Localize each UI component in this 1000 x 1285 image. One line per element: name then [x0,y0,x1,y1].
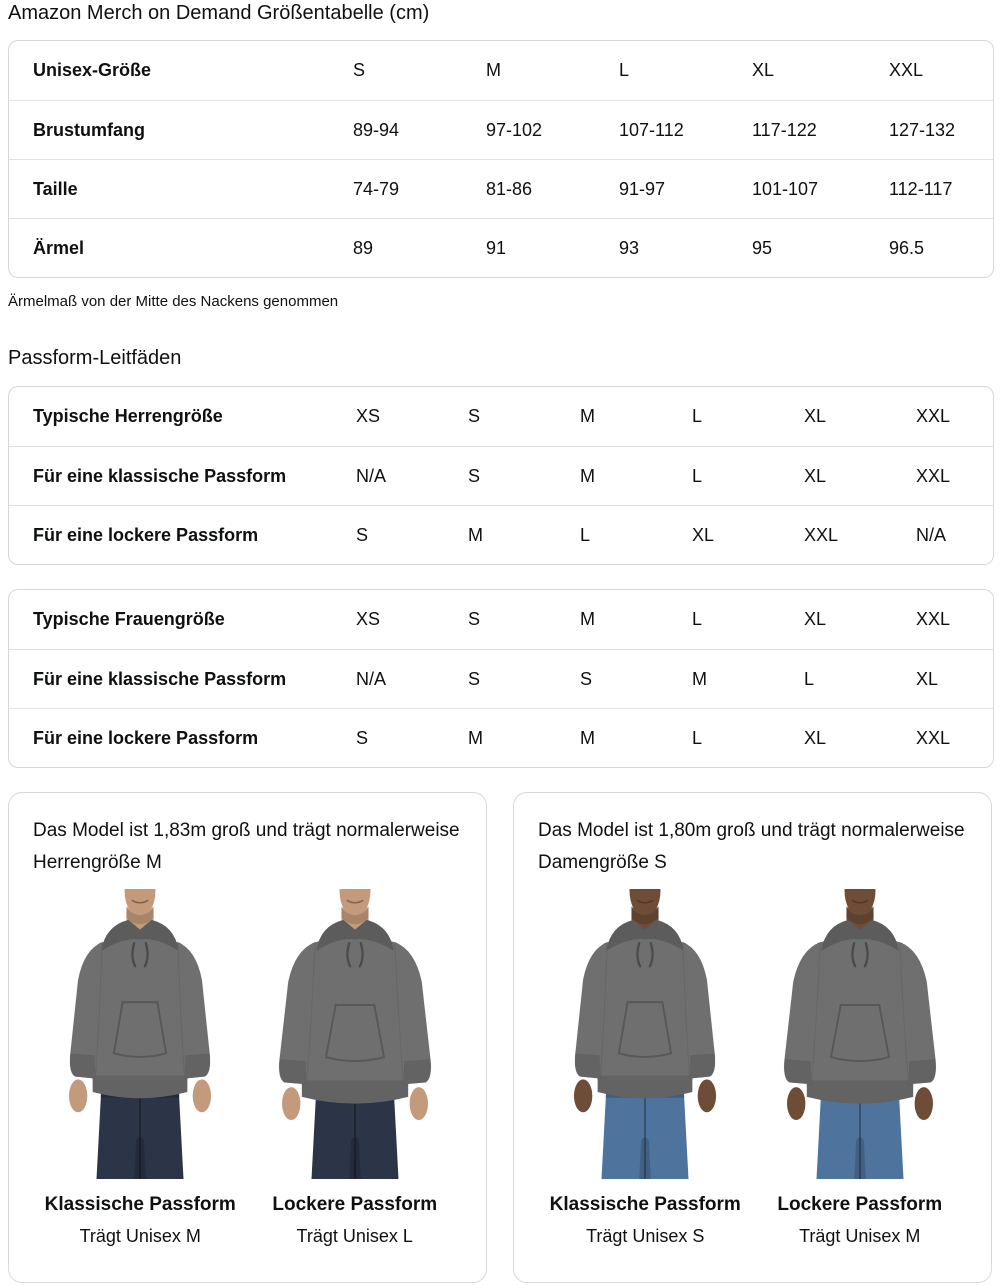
figure-caption [33,1193,248,1248]
male-model-card [8,792,487,1283]
size-worn-label: Trägt Unisex S [586,1226,705,1246]
size-value: 97-102 [486,100,619,159]
size-value: M [692,649,804,708]
size-value: L [692,609,703,629]
row-label: Taille [9,159,353,218]
size-value: XS [356,609,381,629]
size-value: XL [804,708,916,767]
size-value: XXL [804,505,916,564]
size-value: N/A [356,446,468,505]
table-row-classic-fit [9,446,993,505]
size-value: M [486,60,501,80]
size-value: 81-86 [486,159,619,218]
size-value: XXL [916,406,951,426]
size-value: XL [804,609,827,629]
size-value: S [353,60,366,80]
size-value: 74-79 [353,159,486,218]
table-row-loose-fit [9,708,993,767]
size-value: 101-107 [752,159,889,218]
size-worn-label: Trägt Unisex M [799,1226,921,1246]
model-figure-loose-fit [248,889,463,1248]
size-value: S [356,505,468,564]
size-value: L [619,60,630,80]
size-worn-label: Trägt Unisex L [296,1226,413,1246]
size-value: M [580,708,692,767]
model-figure-classic-fit [33,889,248,1248]
size-value: S [356,708,468,767]
womens-fit-table [8,589,994,768]
size-value: L [804,649,916,708]
size-value: L [692,708,804,767]
size-value: S [468,406,481,426]
size-value: 89-94 [353,100,486,159]
table-row-waist [9,159,993,218]
size-value: L [580,505,692,564]
fit-label: Klassische Passform [44,1194,236,1215]
size-value: 107-112 [619,100,752,159]
male-model-photo-loose [255,889,455,1179]
size-value: XXL [916,708,993,767]
table-row-typical-womens-size [9,590,993,649]
table-row-typical-mens-size [9,387,993,446]
size-value: 96.5 [889,218,993,277]
model-figure-classic-fit [538,889,753,1248]
size-value: S [580,649,692,708]
fit-label: Lockere Passform [272,1194,438,1215]
table-row-chest [9,100,993,159]
size-value: M [580,609,595,629]
model-cards [8,792,992,1283]
figure-caption [248,1193,463,1248]
size-value: 95 [752,218,889,277]
size-value: XXL [916,609,951,629]
row-label: Für eine klassische Passform [9,446,356,505]
size-value: S [468,446,580,505]
size-value: 93 [619,218,752,277]
row-label: Unisex-Größe [33,60,152,80]
figure-row [538,889,967,1248]
size-value: N/A [356,649,468,708]
size-value: L [692,446,804,505]
size-value: 91 [486,218,619,277]
size-value: M [468,505,580,564]
size-value: XXL [916,446,993,505]
female-model-card [513,792,992,1283]
size-worn-label: Trägt Unisex M [79,1226,201,1246]
size-value: M [580,406,595,426]
size-value: XL [752,60,775,80]
fit-guides-heading: Passform-Leitfäden [8,347,182,369]
size-value: 117-122 [752,100,889,159]
row-label: Typische Herrengröße [33,406,223,426]
unisex-size-table [8,40,994,278]
row-label: Für eine klassische Passform [9,649,356,708]
table-row-unisex-size [9,41,993,100]
row-label: Für eine lockere Passform [9,708,356,767]
sleeve-measure-note: Ärmelmaß von der Mitte des Nackens genommen [8,293,339,310]
table-row-loose-fit [9,505,993,564]
row-label: Ärmel [9,218,353,277]
size-value: XL [804,406,827,426]
figure-row [33,889,462,1248]
row-label: Typische Frauengröße [33,609,225,629]
page-title: Amazon Merch on Demand Größentabelle (cm) [8,2,430,24]
size-value: XS [356,406,381,426]
mens-fit-table [8,386,994,565]
size-value: S [468,649,580,708]
size-value: M [468,708,580,767]
size-value: S [468,609,481,629]
model-description: Das Model ist 1,83m groß und trägt normalerweise Herrengröße M [33,820,460,873]
model-description: Das Model ist 1,80m groß und trägt normalerweise Damengröße S [538,820,965,873]
fit-label: Lockere Passform [777,1194,943,1215]
fit-label: Klassische Passform [549,1194,741,1215]
female-model-photo-classic [545,889,745,1179]
model-figure-loose-fit [753,889,968,1248]
size-value: XXL [889,60,924,80]
table-row-sleeve [9,218,993,277]
female-model-photo-loose [760,889,960,1179]
size-value: 127-132 [889,100,993,159]
size-value: 91-97 [619,159,752,218]
male-model-photo-classic [40,889,240,1179]
size-value: XL [804,446,916,505]
figure-caption [538,1193,753,1248]
size-value: N/A [916,505,993,564]
size-value: XL [916,649,993,708]
size-value: L [692,406,703,426]
size-value: 89 [353,218,486,277]
row-label: Für eine lockere Passform [9,505,356,564]
size-value: XL [692,505,804,564]
size-value: 112-117 [889,159,993,218]
table-row-classic-fit [9,649,993,708]
figure-caption [753,1193,968,1248]
row-label: Brustumfang [9,100,353,159]
size-value: M [580,446,692,505]
